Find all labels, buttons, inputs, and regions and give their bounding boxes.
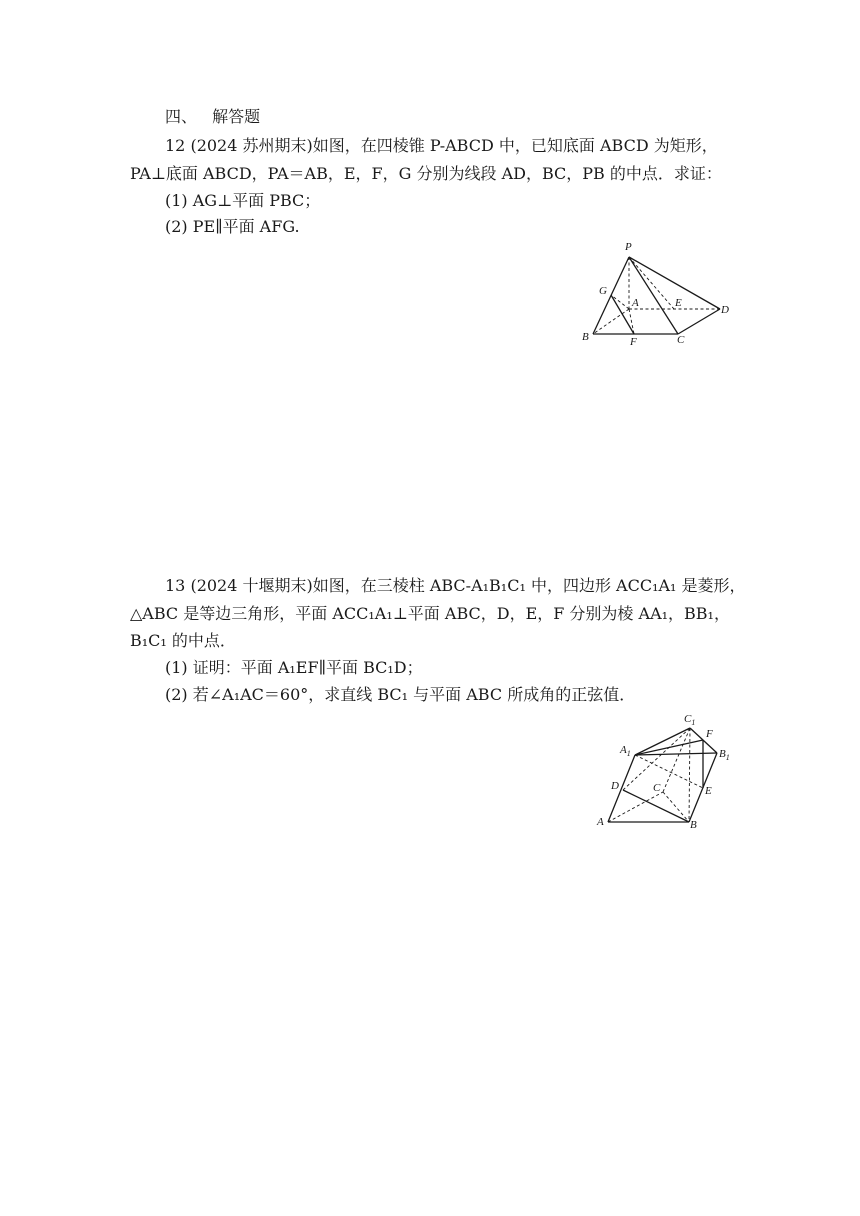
edge-CC1 <box>663 728 690 792</box>
q12-pyramid-figure <box>575 238 745 350</box>
edge-PC <box>629 257 678 334</box>
q12-part1: (1) AG⊥平面 PBC； <box>165 191 321 210</box>
edge-A1F <box>635 740 703 755</box>
q13-stem-line1: 13 (2024 十堰期末)如图，在三棱柱 ABC-A₁B₁C₁ 中，四边形 ACC₁A₁ 是菱形， <box>165 576 746 595</box>
q12-part2: (2) PE∥平面 AFG. <box>165 217 300 236</box>
q13-prism-figure <box>595 710 735 832</box>
label-D: D <box>611 780 619 792</box>
section-title: 解答题 <box>212 107 261 126</box>
q13-part1: (1) 证明：平面 A₁EF∥平面 BC₁D； <box>165 658 423 677</box>
label-F: F <box>706 728 713 740</box>
edge-DB <box>623 790 689 822</box>
q13-stem-line2: △ABC 是等边三角形，平面 ACC₁A₁⊥平面 ABC，D，E，F 分别为棱 AA₁，BB₁， <box>130 604 730 623</box>
label-E: E <box>675 297 682 309</box>
edge-A1B1 <box>635 753 717 755</box>
label-C1: $C_1$ <box>684 713 696 727</box>
section-heading <box>165 107 260 127</box>
edge-CD <box>678 309 720 334</box>
label-D: D <box>721 304 729 316</box>
label-F: F <box>630 336 637 348</box>
q12-stem-line1: 12 (2024 苏州期末)如图，在四棱锥 P-ABCD 中，已知底面 ABCD 为矩形， <box>165 136 718 155</box>
label-A: A <box>632 297 639 309</box>
edge-CB <box>663 792 689 822</box>
label-A1: $A_1$ <box>620 744 631 758</box>
edge-A1E <box>635 755 703 788</box>
label-E: E <box>705 785 712 797</box>
section-number: 四、 <box>165 107 198 126</box>
edge-AG <box>611 295 629 309</box>
edge-A1C1 <box>635 728 690 755</box>
label-B: B <box>582 331 589 343</box>
label-G: G <box>599 285 607 297</box>
label-B: B <box>690 819 697 831</box>
label-A: A <box>597 816 604 828</box>
q13-part2: (2) 若∠A₁AC＝60°，求直线 BC₁ 与平面 ABC 所成角的正弦值． <box>165 685 636 704</box>
edge-C1B <box>689 728 690 822</box>
label-B1: $B_1$ <box>719 748 730 762</box>
q12-stem-line2: PA⊥底面 ABCD，PA＝AB，E，F，G 分别为线段 AD，BC，PB 的中点．求证： <box>130 164 722 183</box>
label-C: C <box>677 334 685 346</box>
q13-stem-line3: B₁C₁ 的中点． <box>130 631 236 650</box>
label-P: P <box>625 241 632 253</box>
label-C: C <box>653 782 661 794</box>
